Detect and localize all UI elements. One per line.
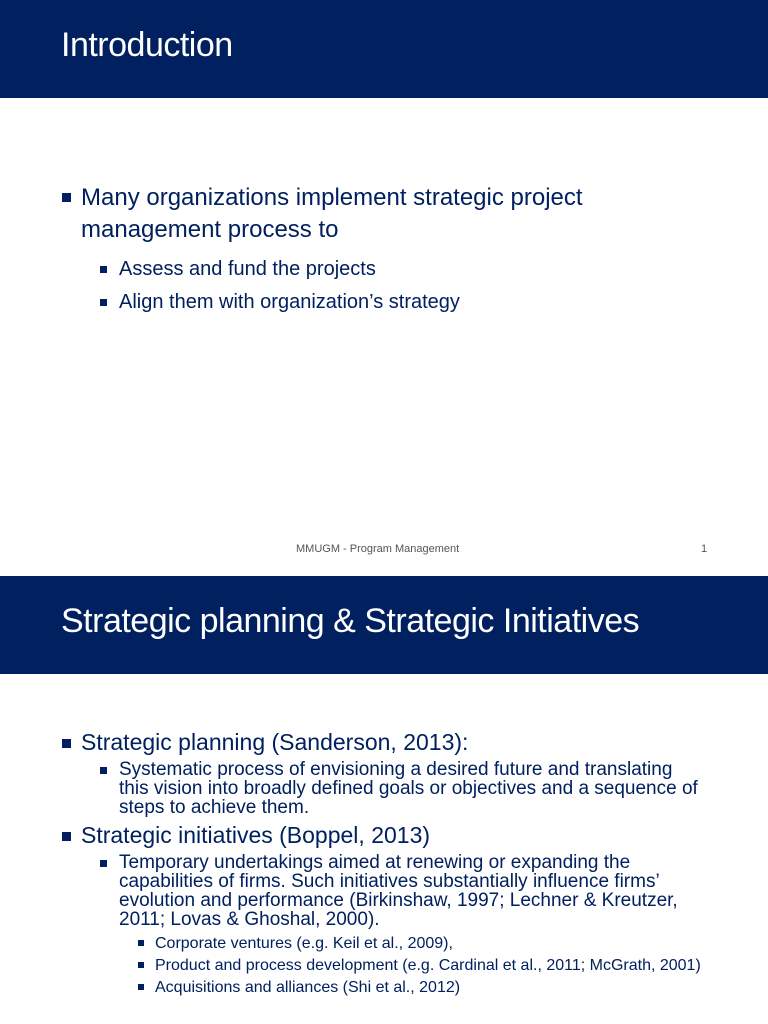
slide-1-title: Introduction [61, 26, 233, 64]
bullet-sub-2-text: Align them with organization’s strategy [119, 291, 460, 313]
bullet-main [62, 182, 706, 246]
bullet-sub-1 [100, 259, 706, 279]
slide-1-content [62, 182, 706, 312]
bullet-strategic-planning [62, 728, 706, 756]
square-bullet-icon [100, 767, 107, 774]
list-item-text: Acquisitions and alliances (Shi et al., 2012) [155, 979, 461, 996]
list-item [138, 979, 706, 996]
slide-2-title: Strategic planning & Strategic Initiatives [61, 602, 640, 640]
square-bullet-icon [62, 832, 71, 841]
bullet-strategic-initiatives-text: Strategic initiatives (Boppel, 2013) [81, 822, 431, 848]
bullet-strategic-planning-text: Strategic planning (Sanderson, 2013): [81, 729, 469, 755]
slide-2-title-bar [0, 576, 768, 674]
square-bullet-icon [100, 299, 107, 306]
slide-1-title-bar [0, 0, 768, 98]
list-item-text: Product and process development (e.g. Cardinal et al., 2011; McGrath, 2001) [155, 957, 701, 974]
bullet-sub-2 [100, 292, 706, 312]
square-bullet-icon [138, 984, 144, 990]
slide-footer: MMUGM - Program Management [296, 543, 460, 555]
list-item [138, 935, 706, 952]
square-bullet-icon [62, 193, 71, 202]
square-bullet-icon [100, 860, 107, 867]
square-bullet-icon [62, 739, 71, 748]
bullet-sub-1-text: Assess and fund the projects [119, 258, 376, 280]
bullet-strategic-planning-definition [100, 760, 706, 817]
list-item [138, 957, 706, 974]
bullet-strategic-initiatives [62, 821, 706, 849]
square-bullet-icon [100, 266, 107, 273]
bullet-strategic-initiatives-definition [100, 853, 706, 929]
slide-2 [0, 576, 768, 1024]
bullet-strategic-initiatives-definition-text: Temporary undertakings aimed at renewing or expanding the capabilities of firms. Such initiatives substantially influence firms’ evolution and performance (Birkinshaw, 1997; Lechner & Kreutzer, 2011; Lovas & Ghoshal, 2000). [119, 852, 678, 930]
bullet-main-text: Many organizations implement strategic project management process to [81, 184, 583, 243]
list-item-text: Corporate ventures (e.g. Keil et al., 2009), [155, 935, 453, 952]
page-number: 1 [701, 543, 708, 555]
square-bullet-icon [138, 940, 144, 946]
square-bullet-icon [138, 962, 144, 968]
slide-2-content [62, 728, 706, 996]
bullet-strategic-planning-definition-text: Systematic process of envisioning a desired future and translating this vision into broadly defined goals or objectives and a sequence of steps to achieve them. [119, 759, 698, 818]
